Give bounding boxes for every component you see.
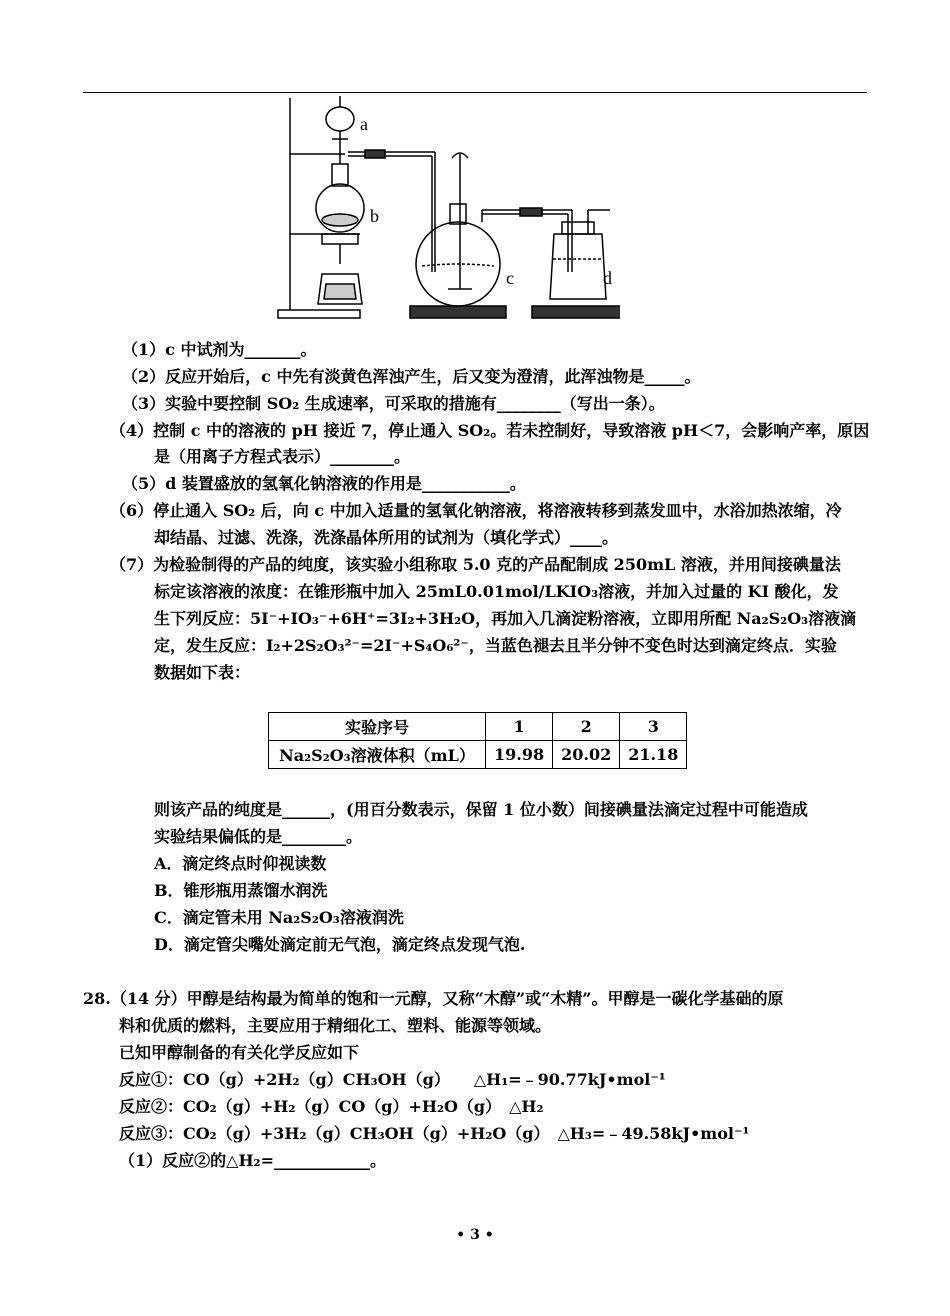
text-line: A．滴定终点时仰视读数 (154, 854, 327, 873)
text-line: 生下列反应：5I⁻+IO₃⁻+6H⁺=3I₂+3H₂O，再加入几滴淀粉溶液，立即用所配 Na₂S₂O₃溶液滴 (154, 609, 857, 628)
titration-data-table (268, 712, 687, 769)
text-line: （1）反应②的△H₂=____________。 (119, 1151, 386, 1170)
text-line: C．滴定管未用 Na₂S₂O₃溶液润洗 (154, 908, 404, 927)
text-line: 是（用离子方程式表示）________。 (154, 447, 411, 466)
page-number: • 3 • (456, 1227, 494, 1243)
table-cell: 实验序号 (269, 713, 486, 741)
text-line: D．滴定管尖嘴处滴定前无气泡，滴定终点发现气泡. (154, 935, 526, 954)
text-line: 实验结果偏低的是________。 (154, 827, 363, 846)
text-line: （1）c 中试剂为_______。 (122, 340, 317, 359)
text-line: （6）停止通入 SO₂ 后，向 c 中加入适量的氢氧化钠溶液，将溶液转移到蒸发皿中，水浴加热浓缩，冷 (110, 501, 842, 520)
text-line: 反应①：CO（g）+2H₂（g）CH₃OH（g） △H₁=﹣90.77kJ•mol⁻¹ (119, 1070, 666, 1089)
label-b: b (370, 206, 379, 226)
text-line: 料和优质的燃料，主要应用于精细化工、塑料、能源等领域。 (119, 1016, 552, 1035)
table-cell: Na₂S₂O₃溶液体积（mL） (269, 741, 486, 769)
text-line: 标定该溶液的浓度：在锥形瓶中加入 25mL0.01mol/LKIO₃溶液，并加入过量的 KI 酸化，发 (154, 582, 839, 601)
text-line: （4）控制 c 中的溶液的 pH 接近 7，停止通入 SO₂。若未控制好，导致溶液 pH＜7，会影响产率，原因 (110, 421, 870, 440)
table-cell: 1 (486, 713, 553, 741)
text-line: 反应②：CO₂（g）+H₂（g）CO（g）+H₂O（g） △H₂ (119, 1097, 544, 1116)
text-line: （3）实验中要控制 SO₂ 生成速率，可采取的措施有________（写出一条）。 (122, 394, 665, 413)
text-line: （2）反应开始后，c 中先有淡黄色浑浊产生，后又变为澄清，此浑浊物是_____。 (122, 367, 701, 386)
table-header-row (269, 713, 687, 741)
table-row (269, 741, 687, 769)
header-rule (83, 92, 867, 93)
table-cell: 21.18 (620, 741, 687, 769)
text-line: 数据如下表： (154, 663, 251, 682)
text-line: 已知甲醇制备的有关化学反应如下 (119, 1043, 360, 1062)
label-c: c (506, 268, 514, 288)
text-line: （5）d 装置盛放的氢氧化钠溶液的作用是___________。 (122, 474, 526, 493)
table-cell: 20.02 (553, 741, 620, 769)
text-line: 反应③：CO₂（g）+3H₂（g）CH₃OH（g）+H₂O（g） △H₃=﹣49.58kJ•mol⁻¹ (119, 1124, 750, 1143)
text-line: 则该产品的纯度是______，(用百分数表示，保留 1 位小数）间接碘量法滴定过程中可能造成 (154, 800, 808, 819)
text-line: 28.（14 分）甲醇是结构最为简单的饱和一元醇，又称“木醇”或“木精”。甲醇是一碳化学基础的原 (83, 989, 784, 1008)
table-cell: 2 (553, 713, 620, 741)
table-cell: 3 (620, 713, 687, 741)
text-line: B．锥形瓶用蒸馏水润洗 (154, 881, 328, 900)
label-a: a (360, 114, 368, 134)
text-line: 定，发生反应：I₂+2S₂O₃²⁻=2I⁻+S₄O₆²⁻，当蓝色褪去且半分钟不变色时达到滴定终点．实验 (154, 636, 837, 655)
text-line: （7）为检验制得的产品的纯度，该实验小组称取 5.0 克的产品配制成 250mL 溶液，并用间接碘量法 (110, 555, 841, 574)
label-d: d (603, 268, 612, 288)
text-line: 却结晶、过滤、洗涤，洗涤晶体所用的试剂为（填化学式）____。 (154, 528, 619, 547)
table-cell: 19.98 (486, 741, 553, 769)
apparatus-diagram (270, 94, 620, 324)
